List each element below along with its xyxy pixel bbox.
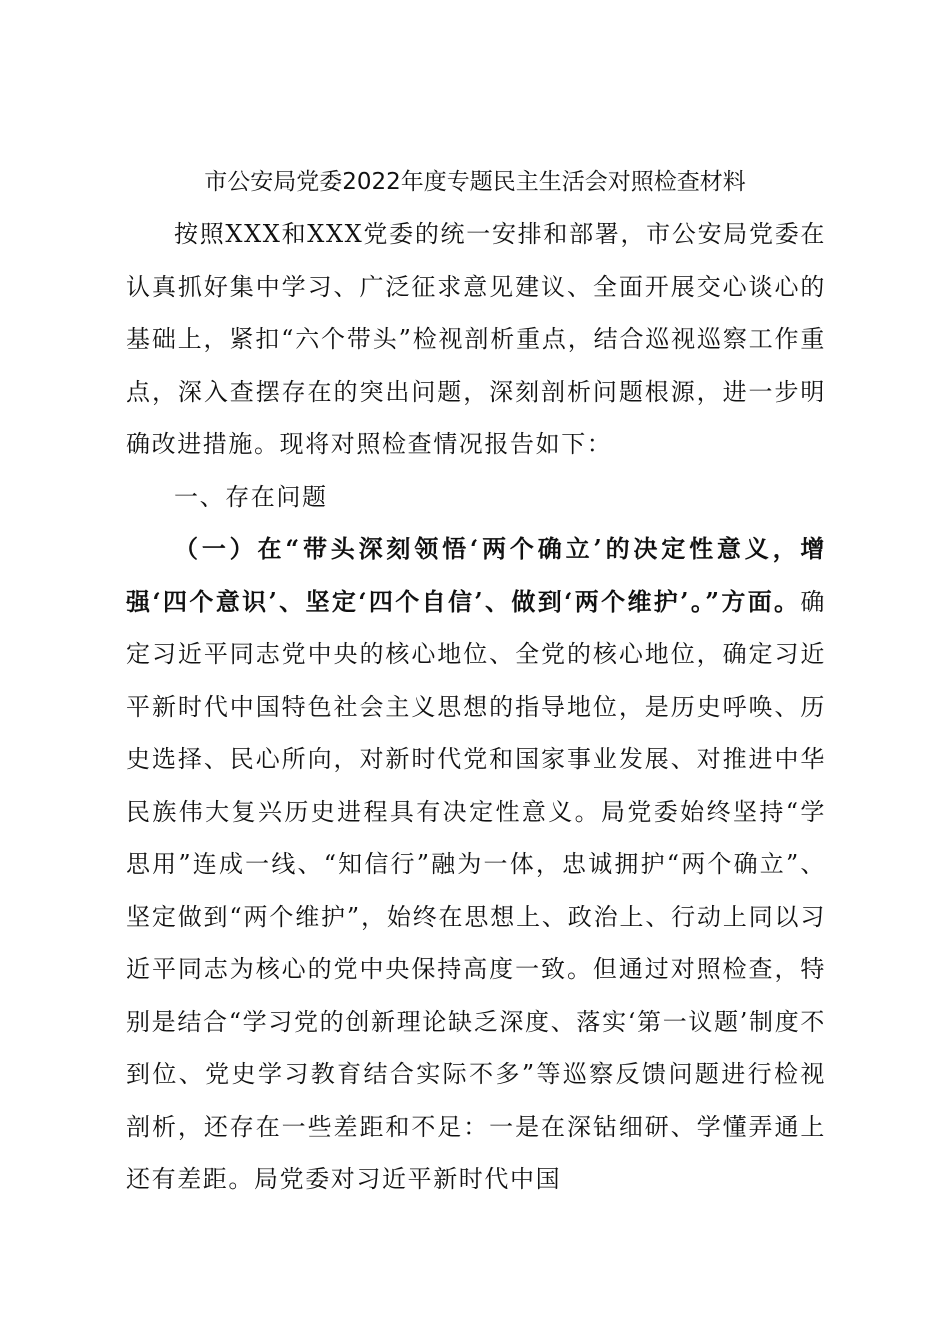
subsection-1-text: 确定习近平同志党中央的核心地位、全党的核心地位，确定习近平新时代中国特色社会主义思想的指导地位，是历史呼唤、历史选择、民心所向，对新时代党和国家事业发展、对推进中华民族伟大复兴历史进程具有决定性意义。局党委始终坚持“学思用”连成一线、“知信行”融为一体，忠诚拥护“两个确立”、坚定做到“两个维护”，始终在思想上、政治上、行动上同以习近平同志为核心的党中央保持高度一致。但通过对照检查，特别是结合“学习党的创新理论缺乏深度、落实‘第一议题’制度不到位、党史学习教育结合实际不多”等巡察反馈问题进行检视剖析，还存在一些差距和不足：一是在深钻细研、学懂弄通上还有差距。局党委对习近平新时代中国: [126, 587, 826, 1193]
subsection-1-paragraph: [126, 523, 826, 1206]
document-body: [126, 208, 826, 1206]
document-title: 市公安局党委2022年度专题民主生活会对照检查材料: [204, 169, 746, 195]
subsection-1-heading: （一）在“带头深刻领悟‘两个确立’的决定性意义，增强‘四个意识’、坚定‘四个自信’、做到‘两个维护’。”方面。: [126, 534, 826, 616]
section-heading-problems: 一、存在问题: [174, 482, 328, 511]
intro-paragraph: 按照XXX和XXX党委的统一安排和部署，市公安局党委在认真抓好集中学习、广泛征求意见建议、全面开展交心谈心的基础上，紧扣“六个带头”检视剖析重点，结合巡视巡察工作重点，深入查摆存在的突出问题，深刻剖析问题根源，进一步明确改进措施。现将对照检查情况报告如下：: [126, 220, 826, 458]
